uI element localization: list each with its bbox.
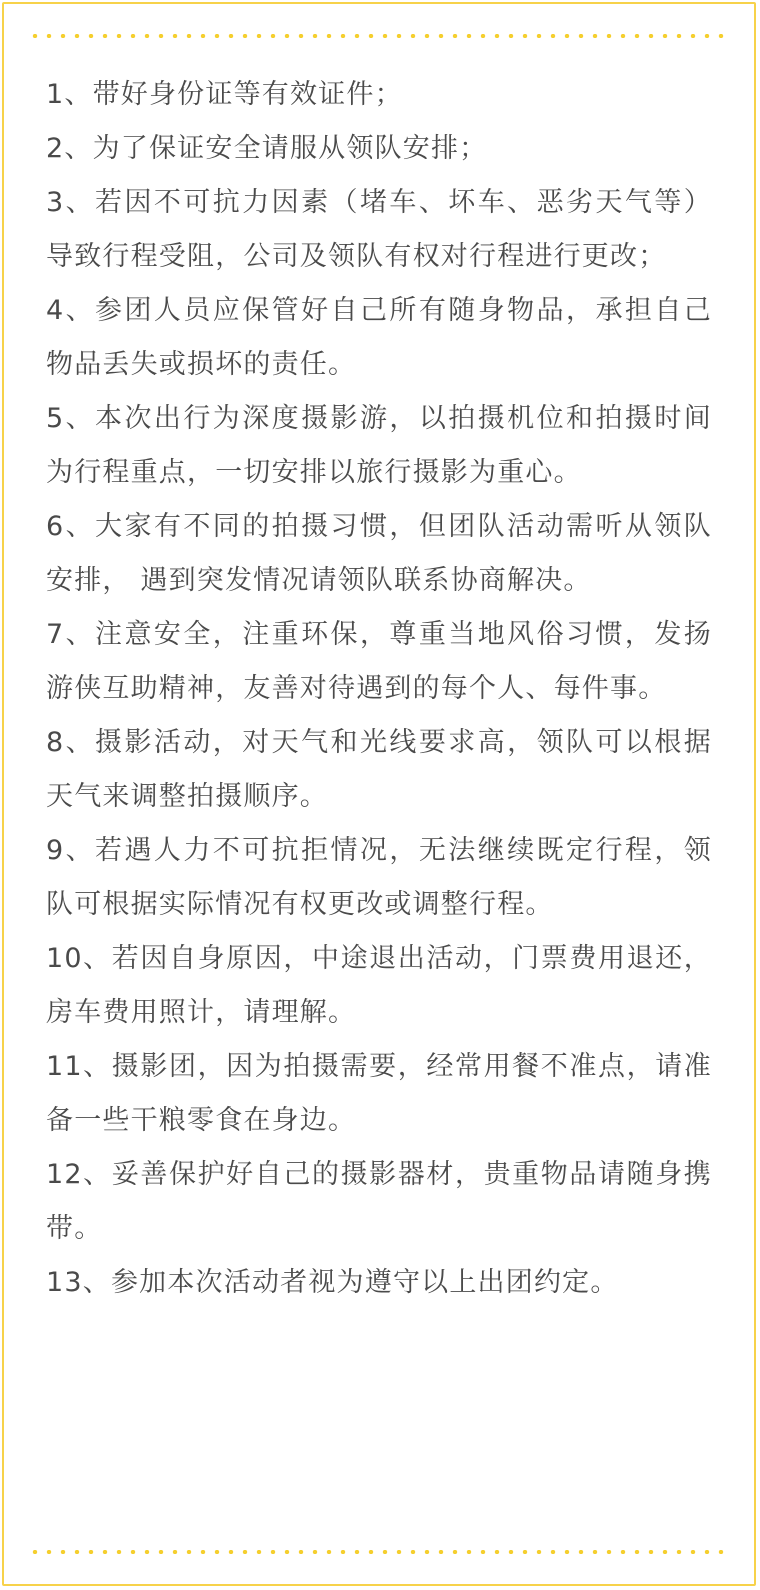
notice-item-9: 9、若遇人力不可抗拒情况，无法继续既定行程，领队可根据实际情况有权更改或调整行程。 xyxy=(46,835,712,920)
notice-item-6: 6、大家有不同的拍摄习惯，但团队活动需听从领队安排， 遇到突发情况请领队联系协商解决。 xyxy=(46,511,712,596)
top-dotted-divider xyxy=(28,34,730,38)
notice-list xyxy=(46,68,712,1310)
notice-item-13: 13、参加本次活动者视为遵守以上出团约定。 xyxy=(46,1267,619,1298)
notice-item-1: 1、带好身份证等有效证件； xyxy=(46,79,403,110)
notice-item-12: 12、妥善保护好自己的摄影器材，贵重物品请随身携带。 xyxy=(46,1159,712,1244)
notice-item-2: 2、为了保证安全请服从领队安排； xyxy=(46,133,488,164)
notice-frame xyxy=(2,2,756,1586)
notice-item-10: 10、若因自身原因，中途退出活动，门票费用退还，房车费用照计，请理解。 xyxy=(46,943,712,1028)
notice-item-3: 3、若因不可抗力因素（堵车、坏车、恶劣天气等）导致行程受阻，公司及领队有权对行程进行更改； xyxy=(46,187,712,272)
notice-item-11: 11、摄影团，因为拍摄需要，经常用餐不准点，请准备一些干粮零食在身边。 xyxy=(46,1051,712,1136)
bottom-dotted-divider xyxy=(28,1550,730,1554)
notice-item-4: 4、参团人员应保管好自己所有随身物品，承担自己物品丢失或损坏的责任。 xyxy=(46,295,712,380)
notice-item-5: 5、本次出行为深度摄影游，以拍摄机位和拍摄时间为行程重点，一切安排以旅行摄影为重心。 xyxy=(46,403,712,488)
notice-item-8: 8、摄影活动，对天气和光线要求高，领队可以根据天气来调整拍摄顺序。 xyxy=(46,727,712,812)
notice-item-7: 7、注意安全，注重环保，尊重当地风俗习惯，发扬游侠互助精神，友善对待遇到的每个人、每件事。 xyxy=(46,619,712,704)
